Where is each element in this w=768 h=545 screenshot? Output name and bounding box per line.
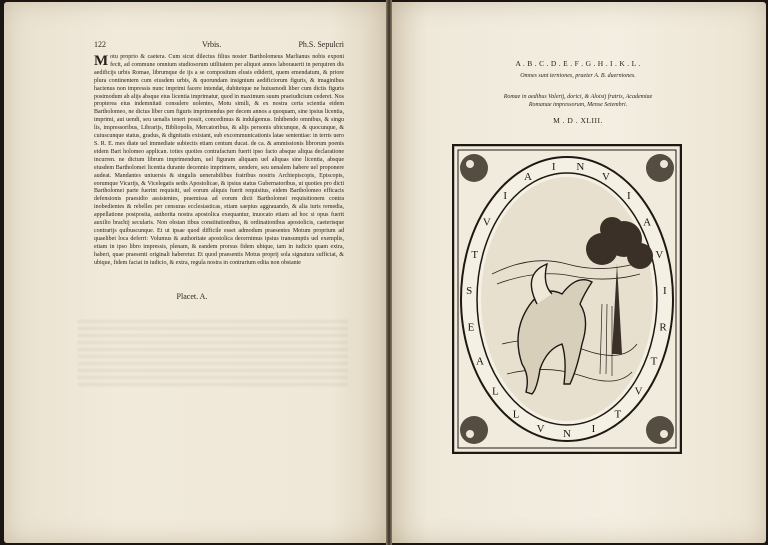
- motto-letter: A: [643, 216, 652, 229]
- text-line: postmodum ab alijs absque eius licentia imprimatur, quod in maximum suum praeiudicium cederet.: [94, 93, 335, 100]
- motto-letter: L: [492, 385, 499, 398]
- imprint-line: Romanae impressorum, Mense Setembri.: [528, 102, 628, 108]
- motto-letter: V: [482, 216, 491, 229]
- running-title-right: Ph.S. Sepulcri: [298, 40, 344, 49]
- text-line: holomeo applican. toties quoties contrafactum fuerit ipso facto absque aliqua declaratione incurren.: [94, 148, 344, 163]
- text-line: dis aedificijs urbis Romae, librumque de ijs a se compositum elusis ediderit, quem emendatum, & priore: [94, 61, 344, 76]
- show-through-shadow: [78, 320, 348, 390]
- text-line: status, gradus, & dignitatis existant, sub excommunicationis latae sententiae: in terris uero S. R. E. mes: [94, 133, 344, 147]
- motto-letter: E: [467, 321, 475, 334]
- motto-letter: I: [626, 190, 631, 203]
- motto-letter: I: [662, 284, 667, 297]
- motto-letter: V: [634, 385, 643, 398]
- text-line: prorsus fidem ubique, tam in iudicio quam extra, haberi, quae praesenti originali haberetur. Et quod: [94, 243, 345, 258]
- printer-device-woodcut: [452, 144, 682, 454]
- text-line: Bartholomeo, ne dictus liber cum figuris imprimendus per decem annos a quoquam, sine ipsius licentia,: [94, 109, 344, 116]
- drop-initial: M: [94, 53, 109, 69]
- motto-letter: R: [659, 321, 667, 334]
- motto-letter: I: [503, 190, 508, 203]
- motto-letter: T: [650, 355, 658, 368]
- text-line: hactenus non impressis nunc imprimi facere intendat, dubitetque ne huiusmodi liber cum dictis figuris: [94, 85, 344, 92]
- motto-letter: V: [602, 171, 610, 184]
- book-gutter: [386, 0, 392, 545]
- text-line: plura continentem cum eiusdem urbis, & quorundam insignium aedificiorum figuris, & imaginibus: [94, 77, 344, 84]
- signature-register: A . B . C . D . E . F . G . H . I . K . L .: [515, 59, 641, 68]
- motto-letter: A: [524, 171, 532, 184]
- running-head: [94, 40, 344, 52]
- privilege-text: [94, 54, 344, 267]
- text-line: fecit, ad commune omnium studiosorum utilitatem per aliquot annos laborauerit in perquiren: [110, 61, 337, 68]
- motto-letter: N: [576, 161, 585, 174]
- text-line: in contrarium edita non obstante: [223, 259, 301, 266]
- text-line: apostolica decernimus ipsius transumptis uel exemplis, etiam in ipso libro impressis, plenam, & eandem: [94, 235, 344, 250]
- text-line: diate uel immediate subiectis etiam centum ducat. de ca. & ammissionis librorum poenis eidem Bart: [94, 140, 344, 155]
- text-line: censuras ecclesiasticas, etiam saepius aggrauando, & alia iuris remedia, appellatione postposita, authorita: [94, 204, 344, 219]
- motto-letter: L: [512, 408, 520, 421]
- text-line: lis, impressoribus, Librarijs, Bibliopolis, Mercatoribus, & alijs personis ubicunque, & quocunque, & cuiuscunque: [94, 125, 344, 140]
- motto-letter: A: [476, 355, 484, 368]
- colophon-imprint: [390, 93, 766, 109]
- text-line: Nos propterea eius indemnitati consulere uolentes, Motu simili, & ex nostra certa scientia eidem: [94, 93, 344, 108]
- text-line: tibus constitutionibus, & ordinationibus apostolicis, caeterisque contrarijs quibuscunque. Et ut ipsae quod: [94, 220, 345, 234]
- publication-year: M . D . XLIII.: [553, 116, 603, 125]
- text-line: nostra apostolica exequantur, inuocato etiam ad hoc si opus fuerit auxilio brachij secularis. Non obstan: [94, 212, 345, 227]
- text-line: otu proprio & caetera. Cum sicut dilectus filius noster Bartholomeus Marlianus nobis exponi: [110, 54, 344, 60]
- gathering-note: Omnes sunt terniones, praeter A. B. duerniones.: [520, 73, 636, 79]
- motto-letter: V: [536, 423, 545, 435]
- text-line: licentia durante decennio imprimere, uendere, seu uenalem habere uel proponere audeat. Mandantes: [94, 164, 344, 179]
- motto-letter: N: [563, 428, 571, 440]
- text-line: Vicelegatis sedis Apostolicae, & ipsius status Gubernatoribus, ut quoties pro dicti Bartholomei parte: [94, 180, 344, 195]
- text-line: uniuersis & singulis uenerabilibus fratribus nostris Archiepiscopis, Episcopis, eorumque Vicarijs, &: [94, 172, 344, 187]
- page-number: 122: [94, 40, 106, 49]
- text-line: difficile esset admodum praesentes Motum proprium ad quaelibet loca deferri: Volumus & authoritate: [94, 227, 344, 242]
- imprint-line: Romae in aedibus Valerij, dorici, & Aloisij fratris, Academiae: [503, 94, 653, 100]
- motto-letter: T: [614, 408, 622, 421]
- motto-letter: I: [591, 423, 596, 435]
- motto-letter: V: [655, 249, 664, 262]
- text-line: assistentes, praemissa ad eorum dicti Bartholomei requisitionem contra inobedientes & rebelles per: [94, 196, 344, 211]
- placet-closing: Placet. A.: [176, 292, 208, 301]
- text-line: imprimi, aut uendi, seu uenalis teneri possit, concedimus & indulgemus. Inhibendo omnibus, & singu: [94, 117, 344, 124]
- motto-letter: S: [466, 284, 473, 297]
- text-line: fuerint requisiti, uel eorum aliquis fuerit requisitus, eidem Bartholomeo efficacis defensionis praesidio: [94, 188, 344, 203]
- motto-letter: I: [551, 161, 556, 174]
- text-line: praesentis Motus proprij sola signatura sufficiat, & ubique, fidem faciat in iudicio, & extra, regula nostra: [94, 251, 344, 266]
- running-title: Vrbis.: [202, 40, 222, 49]
- text-line: ne dictum librum imprimendum, uel figuram aliquam uel aliquas sine licentia, absque eiusdem Bartholomei: [94, 156, 344, 171]
- motto-letter: T: [471, 249, 479, 262]
